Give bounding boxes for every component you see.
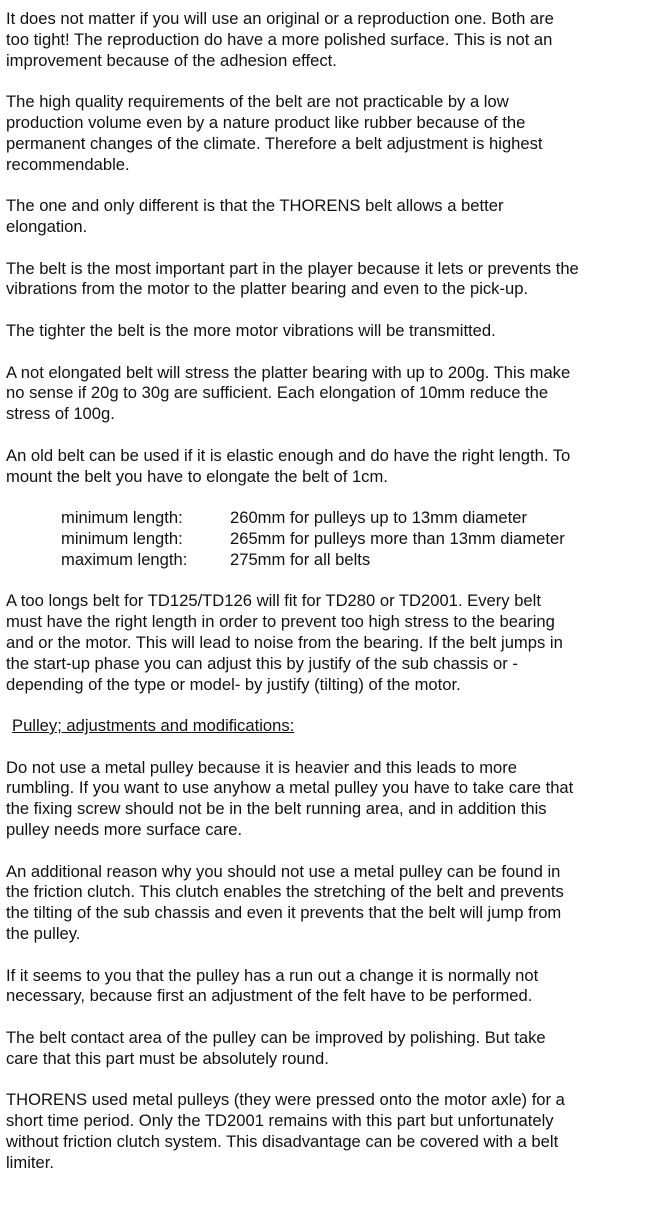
document-page xyxy=(6,9,658,1194)
paragraph-bearing-stress: A not elongated belt will stress the platter bearing with up to 200g. This make no sense if 20g to 30g are sufficient. Each elongation of 10mm reduce the stress of 100g. xyxy=(6,362,571,424)
paragraph-reproduction-belts: It does not matter if you will use an original or a reproduction one. Both are too tight! The reproduction do have a more polished surface. This is not an improvement because of the adhesion effect. xyxy=(6,9,554,70)
spec-row xyxy=(61,529,565,550)
spec-row xyxy=(61,508,565,529)
paragraph-polishing: The belt contact area of the pulley can be improved by polishing. But take care that this part must be absolutely round. xyxy=(6,1028,546,1068)
spec-value: 265mm for pulleys more than 13mm diameter xyxy=(230,528,565,548)
section-heading-pulley: Pulley; adjustments and modifications: xyxy=(12,716,295,736)
spec-row xyxy=(61,550,565,571)
paragraph-friction-clutch: An additional reason why you should not use a metal pulley can be found in the friction clutch. This clutch enables the stretching of the belt and prevents the tilting of the sub chassis and even it prevents that the belt will jump from the pulley. xyxy=(6,861,564,944)
spec-label: maximum length: xyxy=(61,549,188,569)
spec-value: 260mm for pulleys up to 13mm diameter xyxy=(230,508,527,528)
spec-label: minimum length: xyxy=(61,528,183,548)
paragraph-pulley-run-out: If it seems to you that the pulley has a run out a change it is normally not necessary, because first an adjustment of the felt have to be performed. xyxy=(6,965,539,1006)
paragraph-thorens-metal-pulleys: THORENS used metal pulleys (they were pressed onto the motor axle) for a short time period. Only the TD2001 remains with this part but unfortunately without friction clutch system. This disadvantage can be covered with a belt limiter. xyxy=(6,1090,565,1172)
spec-label: minimum length: xyxy=(61,508,183,528)
paragraph-metal-pulley: Do not use a metal pulley because it is heavier and this leads to more rumbling. If you want to use anyhow a metal pulley you have to take care that the fixing screw should not be in the belt running area, and in addition this pulley needs more surface care. xyxy=(6,757,574,840)
paragraph-belt-importance: The belt is the most important part in the player because it lets or prevents the vibrations from the motor to the platter bearing and even to the pick-up. xyxy=(6,258,579,299)
spec-value: 275mm for all belts xyxy=(230,549,371,569)
paragraph-old-belt: An old belt can be used if it is elastic enough and do have the right length. To mount the belt you have to elongate the belt of 1cm. xyxy=(6,445,571,486)
paragraph-thorens-difference: The one and only different is that the THORENS belt allows a better elongation. xyxy=(6,196,504,236)
paragraph-quality-requirements: The high quality requirements of the belt are not practicable by a low production volume even by a nature product like rubber because of the permanent changes of the climate. Therefore a belt adjustment is highest recommendable. xyxy=(6,92,543,174)
paragraph-too-long-belt: A too longs belt for TD125/TD126 will fit for TD280 or TD2001. Every belt must have the right length in order to prevent too high stress to the bearing and or the motor. This will lead to noise from the bearing. If the belt jumps in the start-up phase you can adjust this by justify of the sub chassis or - depending of the type or model- by justify (tilting) of the motor. xyxy=(6,591,563,694)
paragraph-tighter-belt: The tighter the belt is the more motor vibrations will be transmitted. xyxy=(6,320,496,340)
belt-length-specs xyxy=(61,508,565,570)
